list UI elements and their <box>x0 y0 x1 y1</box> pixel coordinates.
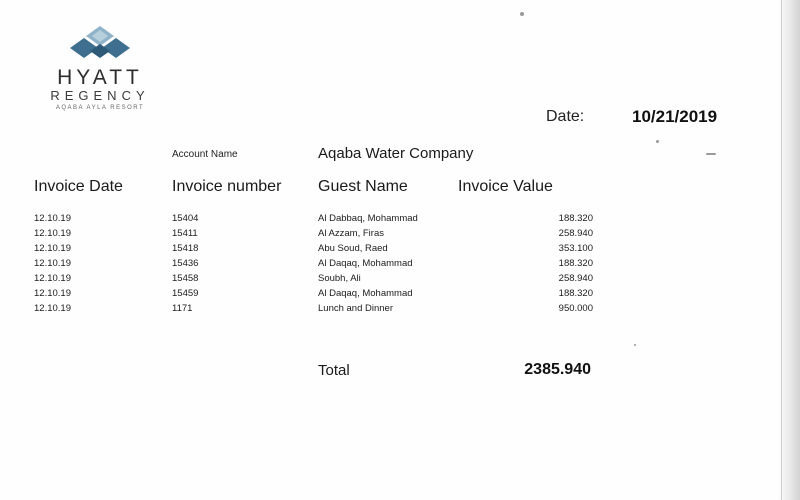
logo-tagline: AQABA AYLA RESORT <box>55 105 145 111</box>
scan-speck <box>656 140 659 143</box>
table-row <box>0 213 800 228</box>
header-invoice-number: Invoice number <box>172 178 282 195</box>
row-number: 15459 <box>172 288 199 299</box>
row-date: 12.10.19 <box>34 288 71 299</box>
scan-speck <box>706 153 716 155</box>
row-value: 258.940 <box>558 273 593 284</box>
page-edge-shadow <box>778 0 800 500</box>
row-guest: Al Daqaq, Mohammad <box>318 258 413 269</box>
table-row <box>0 258 800 273</box>
row-date: 12.10.19 <box>34 273 71 284</box>
row-number: 15436 <box>172 258 199 269</box>
account-name-value: Aqaba Water Company <box>318 145 474 162</box>
row-guest: Soubh, Ali <box>318 273 361 284</box>
row-date: 12.10.19 <box>34 228 71 239</box>
table-row <box>0 303 800 318</box>
row-value: 188.320 <box>558 213 593 224</box>
row-date: 12.10.19 <box>34 258 71 269</box>
total-value: 2385.940 <box>524 361 591 378</box>
row-value: 188.320 <box>558 288 593 299</box>
row-guest: Al Daqaq, Mohammad <box>318 288 413 299</box>
table-row <box>0 228 800 243</box>
row-value: 258.940 <box>558 228 593 239</box>
row-number: 15411 <box>172 228 198 239</box>
row-date: 12.10.19 <box>34 213 71 224</box>
header-invoice-date: Invoice Date <box>34 178 123 195</box>
row-guest: Al Dabbaq, Mohammad <box>318 213 418 224</box>
row-guest: Lunch and Dinner <box>318 303 393 314</box>
row-date: 12.10.19 <box>34 243 71 254</box>
invoice-table-body <box>0 213 800 318</box>
header-guest-name: Guest Name <box>318 178 408 195</box>
scan-speck <box>520 12 524 16</box>
row-guest: Al Azzam, Firas <box>318 228 384 239</box>
table-row <box>0 288 800 303</box>
row-value: 353.100 <box>558 243 593 254</box>
row-number: 1171 <box>172 303 193 314</box>
row-guest: Abu Soud, Raed <box>318 243 388 254</box>
date-label: Date: <box>546 108 585 125</box>
logo-sub-text: REGENCY <box>50 88 150 103</box>
header-invoice-value: Invoice Value <box>458 178 553 195</box>
total-label: Total <box>318 362 350 379</box>
account-name-label: Account Name <box>172 149 238 160</box>
date-value: 10/21/2019 <box>632 107 718 126</box>
row-value: 188.320 <box>558 258 593 269</box>
logo-brand-text: HYATT <box>57 66 143 89</box>
scan-speck <box>634 344 636 346</box>
table-row <box>0 243 800 258</box>
row-number: 15404 <box>172 213 199 224</box>
row-date: 12.10.19 <box>34 303 71 314</box>
table-row <box>0 273 800 288</box>
row-number: 15418 <box>172 243 199 254</box>
hyatt-emblem-icon <box>70 24 130 64</box>
row-value: 950.000 <box>558 303 593 314</box>
row-number: 15458 <box>172 273 199 284</box>
